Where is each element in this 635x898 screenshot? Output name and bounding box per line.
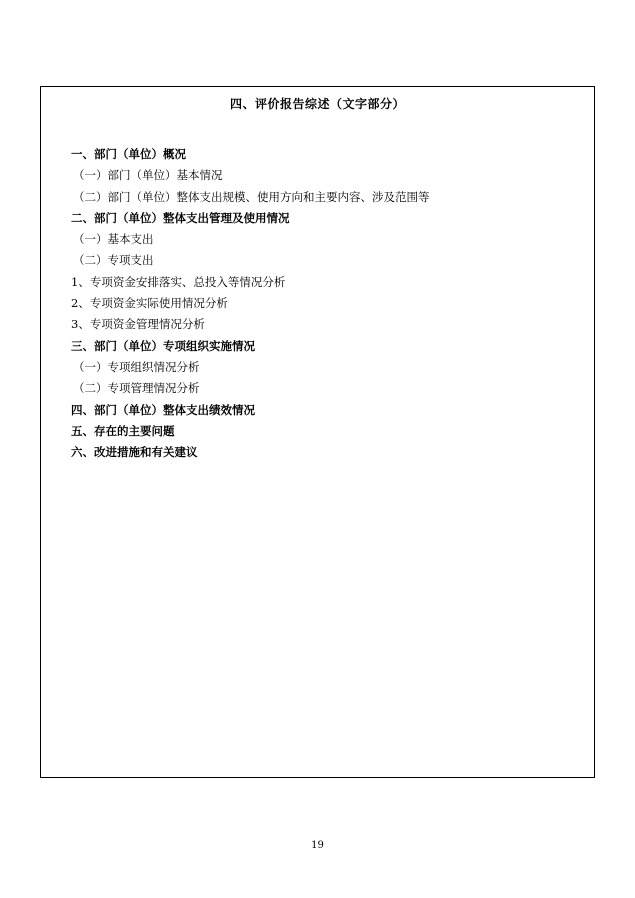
outline-subitem: （二）部门（单位）整体支出规模、使用方向和主要内容、涉及范围等: [73, 189, 430, 204]
section-title: 四、评价报告综述（文字部分）: [229, 97, 405, 111]
outline-subitem: （二）专项管理情况分析: [73, 381, 200, 396]
report-frame: [40, 86, 595, 778]
outline-item: 2、专项资金实际使用情况分析: [71, 296, 228, 311]
outline-heading: 二、部门（单位）整体支出管理及使用情况: [71, 210, 290, 225]
outline-heading: 四、部门（单位）整体支出绩效情况: [71, 402, 255, 417]
outline-heading: 一、部门（单位）概况: [71, 147, 186, 161]
outline-subitem: （一）部门（单位）基本情况: [73, 168, 223, 183]
page-number: 19: [311, 840, 324, 851]
outline-subitem: （一）专项组织情况分析: [73, 359, 200, 374]
outline-subitem: （二）专项支出: [73, 253, 154, 268]
outline-item: 3、专项资金管理情况分析: [71, 317, 205, 332]
report-outline: [71, 144, 574, 463]
outline-subitem: （一）基本支出: [73, 232, 154, 247]
outline-heading: 五、存在的主要问题: [71, 423, 175, 438]
outline-heading: 三、部门（单位）专项组织实施情况: [71, 338, 255, 353]
outline-item: 1、专项资金安排落实、总投入等情况分析: [71, 274, 286, 289]
outline-heading: 六、改进措施和有关建议: [71, 445, 198, 460]
